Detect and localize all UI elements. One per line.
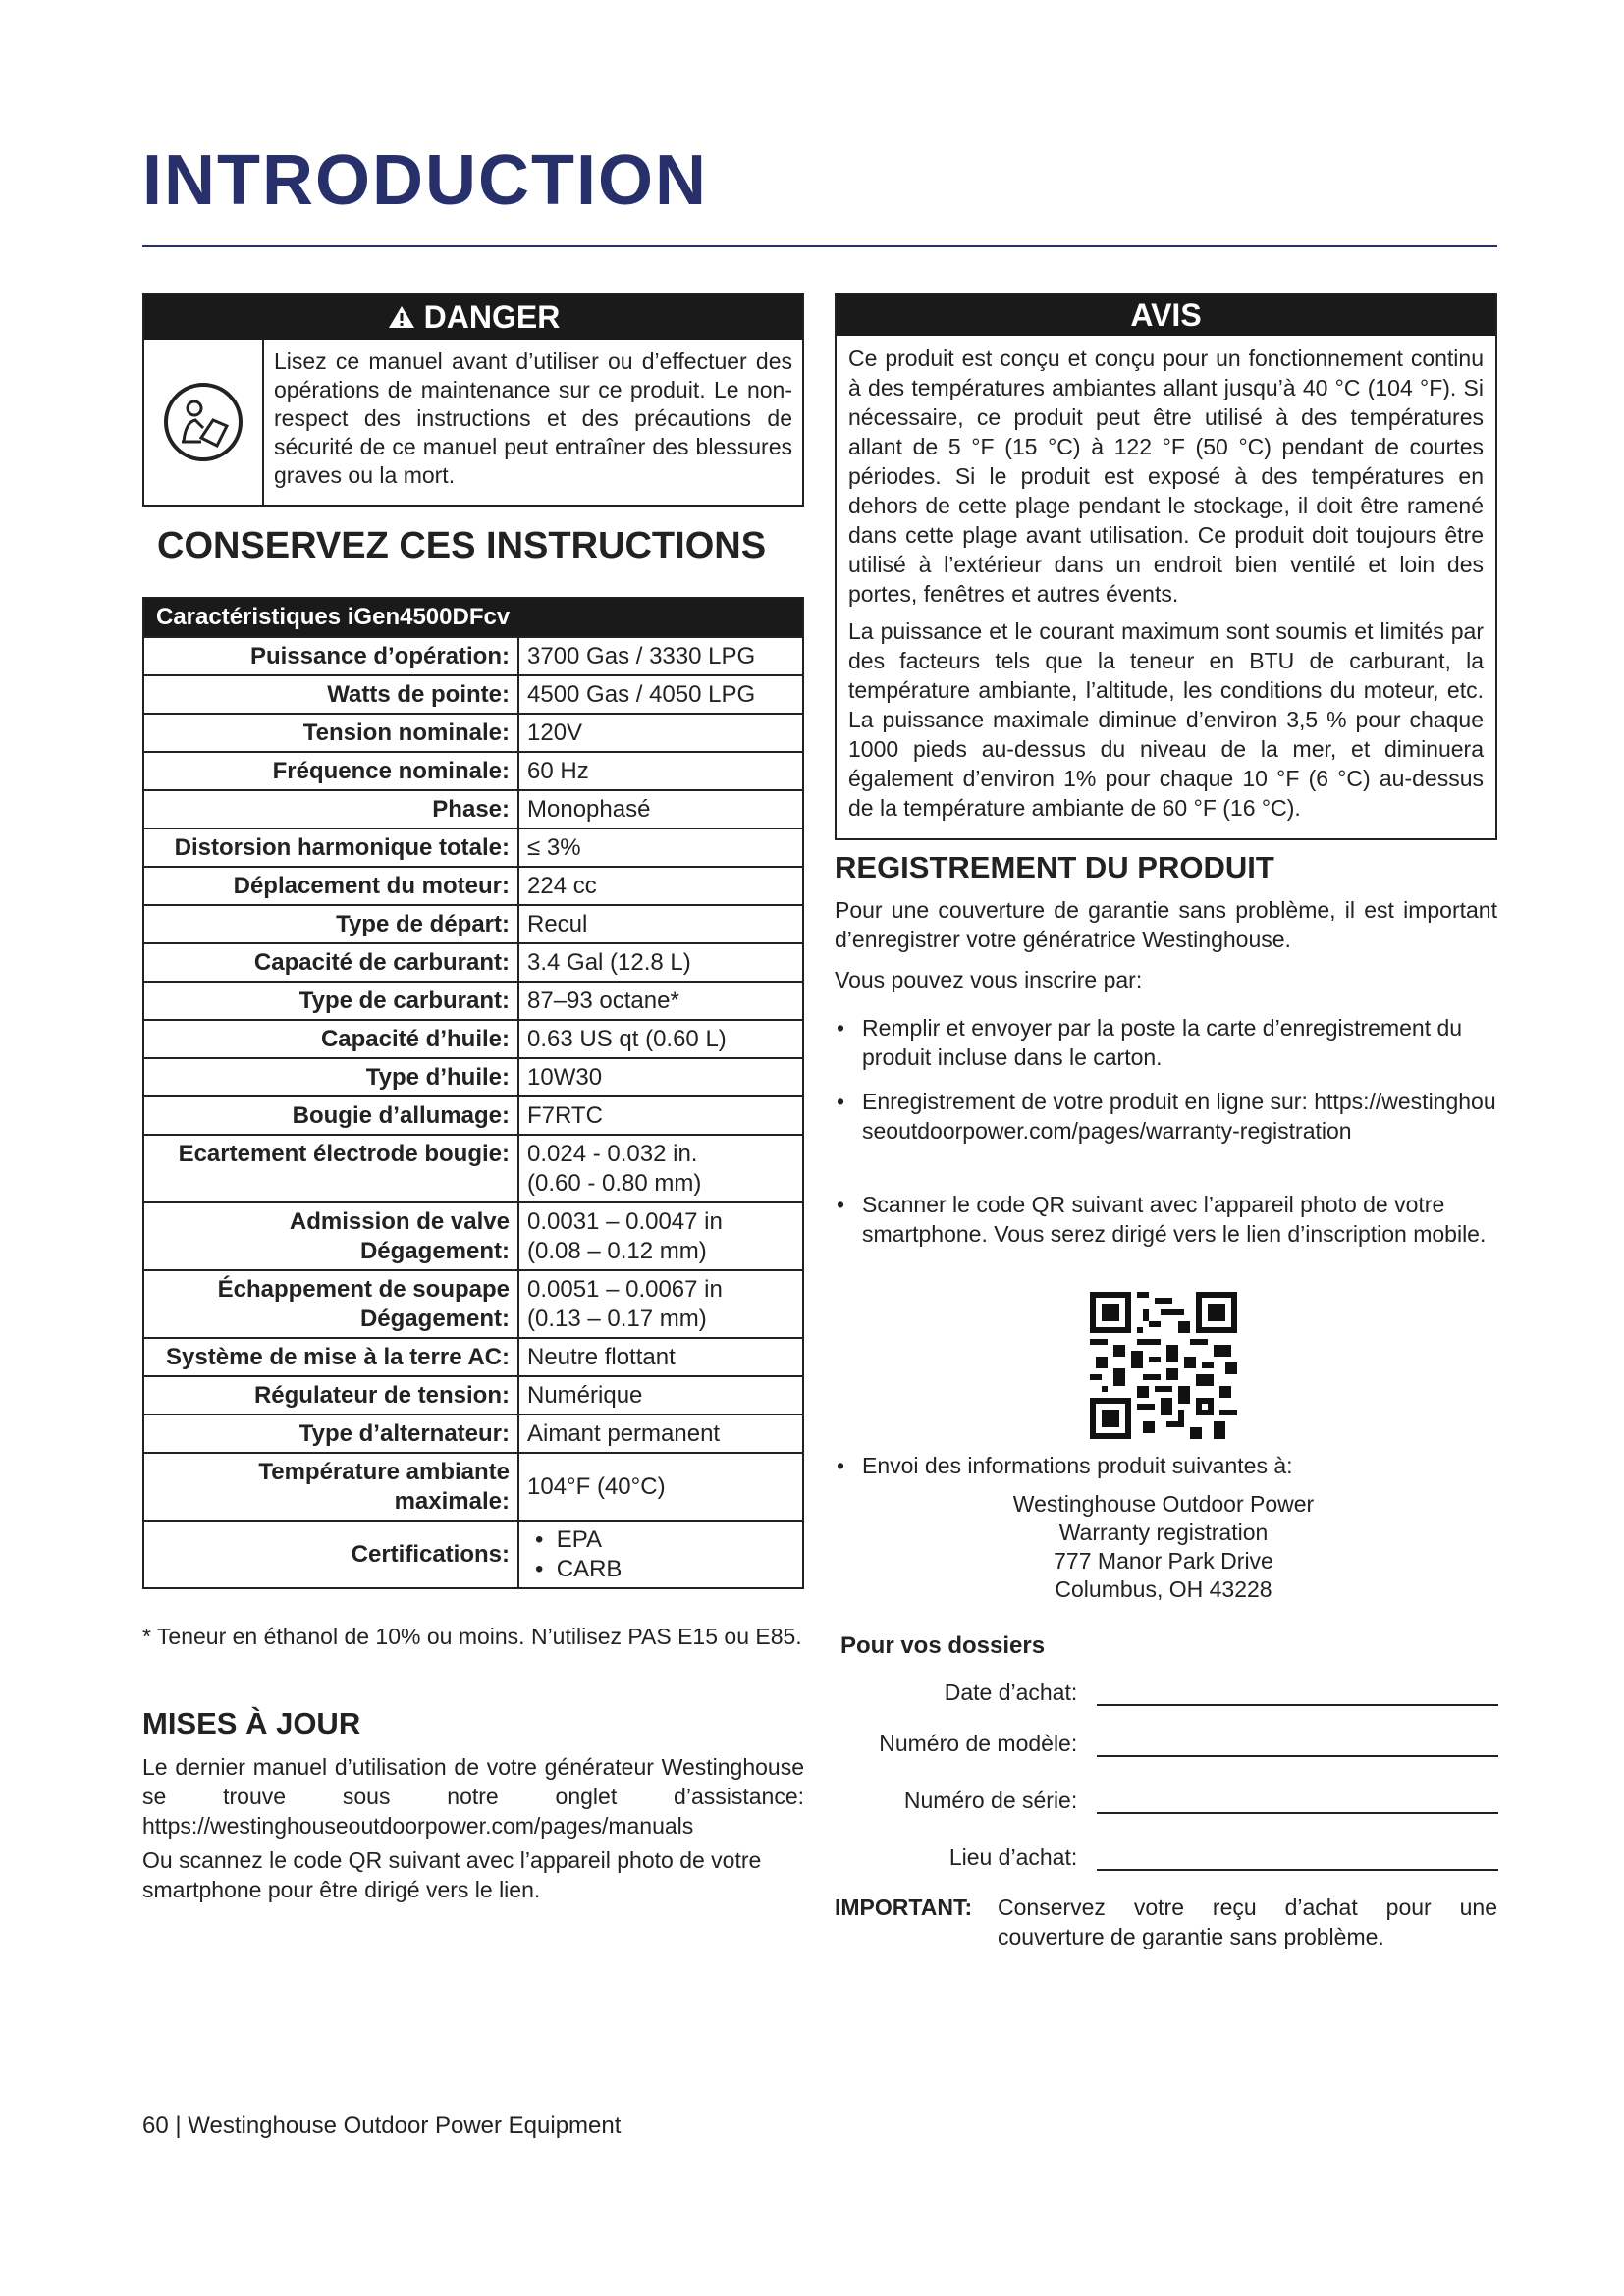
- spec-value: (0.60 - 0.80 mm): [527, 1170, 702, 1197]
- spec-row: [144, 674, 802, 713]
- spec-label: Phase:: [144, 791, 519, 828]
- spec-value: (0.13 – 0.17 mm): [527, 1306, 707, 1332]
- spec-value: 0.63 US qt (0.60 L): [527, 1026, 727, 1052]
- spec-value: 60 Hz: [527, 758, 589, 784]
- spec-value: (0.08 – 0.12 mm): [527, 1238, 707, 1264]
- records-heading: Pour vos dossiers: [840, 1632, 1046, 1659]
- danger-box: [142, 293, 804, 507]
- cert-item: • CARB: [535, 1556, 623, 1582]
- spec-value: 120V: [527, 720, 583, 746]
- spec-value: 10W30: [527, 1064, 603, 1091]
- record-field-model-number[interactable]: [840, 1728, 1498, 1757]
- spec-row: [144, 1375, 802, 1414]
- cert-item: • EPA: [535, 1526, 602, 1553]
- address-line: Columbus, OH 43228: [1055, 1576, 1272, 1602]
- updates-qr-paragraph: Ou scannez le code QR suivant avec l’appareil photo de votre smartphone pour être dirigé vers le lien.: [142, 1847, 762, 1902]
- mailing-address: [982, 1490, 1345, 1604]
- page-footer: 60 | Westinghouse Outdoor Power Equipment: [142, 2112, 622, 2139]
- registration-paragraph: Pour une couverture de garantie sans problème, il est important d’enregistrer votre génératrice Westinghouse.: [835, 897, 1497, 952]
- spec-row: [144, 942, 802, 981]
- record-blank-line[interactable]: [1097, 1677, 1498, 1706]
- notice-box: [835, 293, 1497, 840]
- spec-value: ≤ 3%: [527, 834, 581, 861]
- qr-code[interactable]: [1090, 1292, 1237, 1439]
- registration-item: • Enregistrement de votre produit en ligne sur: https://westinghouseoutdoorpower.com/pages/warranty-registration: [837, 1089, 1496, 1144]
- spec-label: Fréquence nominale:: [144, 753, 519, 789]
- spec-label: Température ambiante: [258, 1459, 510, 1485]
- spec-row-certifications: [144, 1520, 802, 1587]
- spec-row: [144, 751, 802, 789]
- spec-label: Régulateur de tension:: [144, 1377, 519, 1414]
- record-blank-line[interactable]: [1097, 1785, 1498, 1814]
- spec-value: 0.0051 – 0.0067 in: [527, 1276, 723, 1303]
- spec-value: 3.4 Gal (12.8 L): [527, 949, 691, 976]
- spec-value: 4500 Gas / 4050 LPG: [527, 681, 756, 708]
- spec-row: [144, 636, 802, 674]
- spec-label: Type de départ:: [144, 906, 519, 942]
- spec-row: [144, 1337, 802, 1375]
- record-blank-line[interactable]: [1097, 1728, 1498, 1757]
- spec-value: Monophasé: [527, 796, 651, 823]
- registration-heading: REGISTREMENT DU PRODUIT: [835, 850, 1274, 884]
- spec-value: F7RTC: [527, 1102, 603, 1129]
- spec-row: [144, 1057, 802, 1095]
- updates-paragraph: Le dernier manuel d’utilisation de votre générateur Westinghouse se trouve sous notre onglet d’assistance: https://westinghouseoutdoorpower.com/pages/manuals: [142, 1754, 804, 1839]
- danger-header: [144, 294, 802, 340]
- spec-label: Certifications:: [351, 1541, 510, 1568]
- spec-label: Déplacement du moteur:: [144, 868, 519, 904]
- spec-label: Type d’huile:: [144, 1059, 519, 1095]
- spec-row: [144, 981, 802, 1019]
- spec-label: Capacité de carburant:: [144, 944, 519, 981]
- danger-text: Lisez ce manuel avant d’utiliser ou d’effectuer des opérations de maintenance sur ce produit. Le non-respect des instructions et des précautions de sécurité de ce manuel peut entraîner des blessures graves ou la mort.: [274, 348, 792, 488]
- spec-value: Aimant permanent: [527, 1420, 721, 1447]
- spec-label: Bougie d’allumage:: [144, 1097, 519, 1134]
- spec-value: 0.0031 – 0.0047 in: [527, 1208, 723, 1235]
- address-line: Westinghouse Outdoor Power: [1012, 1491, 1315, 1517]
- spec-label: Échappement de soupape: [217, 1276, 510, 1303]
- spec-label: maximale:: [394, 1488, 510, 1515]
- spec-label: Puissance d’opération:: [144, 638, 519, 674]
- spec-label: Dégagement:: [359, 1306, 510, 1332]
- spec-value: 3700 Gas / 3330 LPG: [527, 643, 756, 669]
- spec-row-valve-exhaust: [144, 1269, 802, 1337]
- spec-row-valve-intake: [144, 1201, 802, 1269]
- spec-value: 104°F (40°C): [527, 1473, 666, 1500]
- record-label: Numéro de modèle:: [879, 1731, 1078, 1756]
- title-divider: [142, 245, 1497, 247]
- important-text: Conservez votre reçu d’achat pour une couverture de garantie sans problème.: [998, 1895, 1497, 1949]
- spec-label: Dégagement:: [359, 1238, 510, 1264]
- save-instructions-heading: CONSERVEZ CES INSTRUCTIONS: [157, 525, 767, 566]
- spec-row: [144, 1095, 802, 1134]
- registration-intro: Vous pouvez vous inscrire par:: [835, 967, 1143, 992]
- spec-table-header: Caractéristiques iGen4500DFcv: [144, 599, 802, 636]
- notice-paragraph: Ce produit est conçu et conçu pour un fonctionnement continu à des températures ambiantes allant jusqu’à 40 °C (104 °F). Si nécessaire, ce produit peut être utilisé à des températures allant de 5 °F (15 °C) à 122 °F (50 °C) pendant de courtes périodes. Si le produit est exposé à des températures en dehors de cette plage pendant le stockage, il doit être ramené dans cette plage avant utilisation. Ce produit doit toujours être utilisé à l’extérieur dans un endroit bien ventilé et loin des portes, fenêtres et autres évents.: [848, 346, 1484, 607]
- warning-icon: [387, 304, 416, 330]
- updates-heading: MISES À JOUR: [142, 1706, 361, 1740]
- danger-label: DANGER: [423, 298, 561, 335]
- record-blank-line[interactable]: [1097, 1842, 1498, 1871]
- spec-label: Tension nominale:: [144, 715, 519, 751]
- record-field-purchase-date[interactable]: [840, 1677, 1498, 1706]
- spec-row: [144, 789, 802, 828]
- spec-label: Watts de pointe:: [144, 676, 519, 713]
- spec-row-electrode: [144, 1134, 802, 1201]
- record-field-purchase-place[interactable]: [840, 1842, 1498, 1871]
- spec-label: Ecartement électrode bougie:: [144, 1136, 519, 1201]
- read-manual-icon: [162, 381, 244, 463]
- notice-paragraph: La puissance et le courant maximum sont soumis et limités par des facteurs tels que la teneur en BTU de carburant, la température ambiante, l’altitude, les conditions du moteur, etc. La puissance maximale diminue d’environ 3,5 % pour chaque 1000 pieds au-dessus du niveau de la mer, et diminuera également d’environ 1% pour chaque 10 °F (6 °C) au-dessus de la température ambiante de 60 °F (16 °C).: [848, 618, 1484, 821]
- page-title: INTRODUCTION: [142, 141, 708, 220]
- important-note: [835, 1893, 1497, 1951]
- fuel-footnote: * Teneur en éthanol de 10% ou moins. N’utilisez PAS E15 ou E85.: [142, 1624, 802, 1649]
- address-line: Warranty registration: [1058, 1520, 1269, 1545]
- spec-row: [144, 904, 802, 942]
- spec-value: 224 cc: [527, 873, 597, 899]
- spec-label: Distorsion harmonique totale:: [144, 829, 519, 866]
- spec-value: 87–93 octane*: [527, 988, 679, 1014]
- registration-item: • Scanner le code QR suivant avec l’appareil photo de votre smartphone. Vous serez dirigé vers le lien d’inscription mobile.: [837, 1192, 1487, 1247]
- address-line: 777 Manor Park Drive: [1054, 1548, 1273, 1574]
- spec-value: 0.024 - 0.032 in.: [527, 1141, 698, 1167]
- spec-label: Type de carburant:: [144, 983, 519, 1019]
- notice-header: AVIS: [837, 294, 1495, 336]
- spec-row: [144, 1019, 802, 1057]
- record-field-serial-number[interactable]: [840, 1785, 1498, 1814]
- read-manual-icon-cell: [144, 340, 264, 505]
- spec-row: [144, 866, 802, 904]
- spec-value: Neutre flottant: [527, 1344, 676, 1370]
- spec-table: [142, 597, 804, 1589]
- record-label: Date d’achat:: [944, 1680, 1078, 1705]
- record-label: Numéro de série:: [903, 1788, 1078, 1813]
- spec-label: Type d’alternateur:: [144, 1415, 519, 1452]
- spec-row: [144, 713, 802, 751]
- spec-row: [144, 1414, 802, 1452]
- record-label: Lieu d’achat:: [948, 1844, 1078, 1870]
- spec-label: Capacité d’huile:: [144, 1021, 519, 1057]
- spec-label: Système de mise à la terre AC:: [144, 1339, 519, 1375]
- important-label: IMPORTANT:: [835, 1895, 973, 1920]
- spec-row: [144, 828, 802, 866]
- registration-item: • Remplir et envoyer par la poste la carte d’enregistrement du produit incluse dans le carton.: [837, 1015, 1463, 1070]
- registration-item: • Envoi des informations produit suivantes à:: [837, 1453, 1293, 1478]
- spec-label: Admission de valve: [289, 1208, 510, 1235]
- spec-row-ambient: [144, 1452, 802, 1520]
- spec-value: Recul: [527, 911, 588, 937]
- spec-value: Numérique: [527, 1382, 643, 1409]
